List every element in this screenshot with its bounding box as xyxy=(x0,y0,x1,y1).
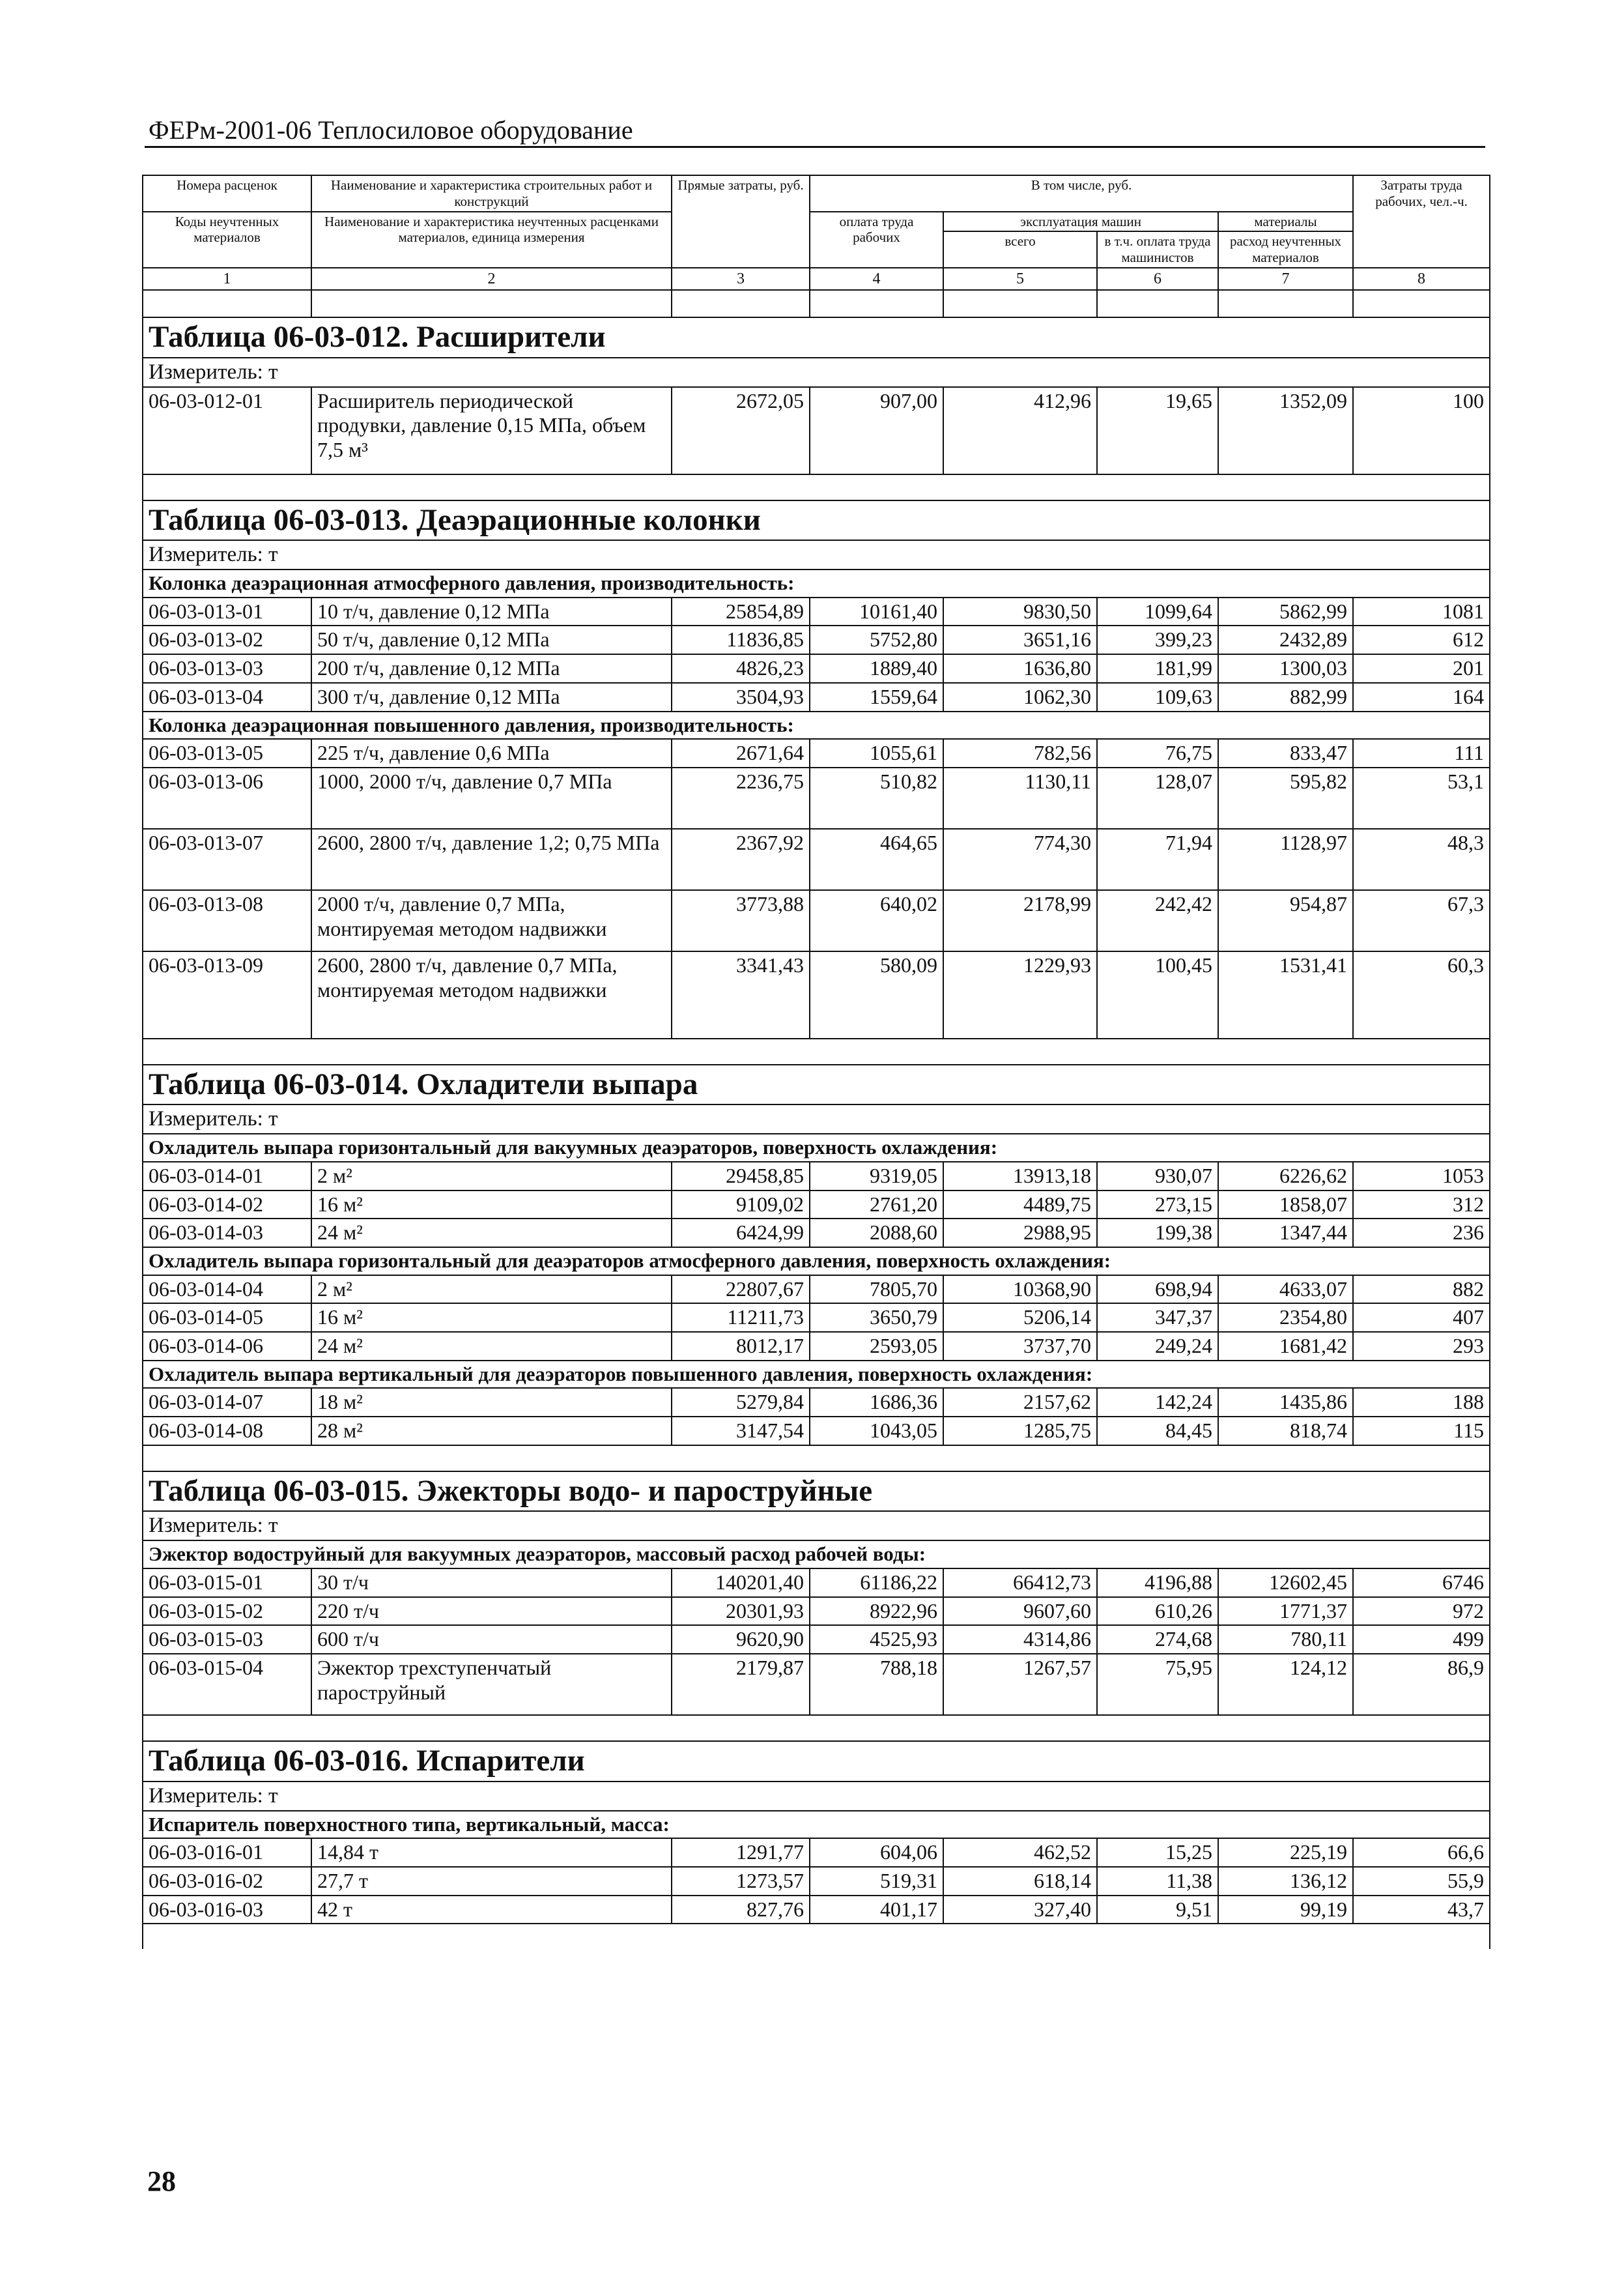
rate-name: 28 м² xyxy=(311,1417,672,1445)
spacer-cell xyxy=(143,474,1490,500)
rate-name: 16 м² xyxy=(311,1303,672,1332)
header-col1-top: Номера расценок xyxy=(143,175,311,212)
group-subtitle-row xyxy=(143,1361,1490,1389)
labor-hours: 882 xyxy=(1353,1275,1490,1304)
column-number: 2 xyxy=(311,268,672,290)
rate-name: 2600, 2800 т/ч, давление 0,7 МПа, монтируемая методом надвижки xyxy=(311,951,672,1039)
machinists-pay: 274,68 xyxy=(1097,1625,1218,1654)
table-row xyxy=(143,1417,1490,1445)
machinists-pay: 610,26 xyxy=(1097,1597,1218,1626)
table-row xyxy=(143,1654,1490,1715)
labor-hours: 43,7 xyxy=(1353,1896,1490,1924)
rate-name: 24 м² xyxy=(311,1219,672,1247)
machinists-pay: 181,99 xyxy=(1097,654,1218,683)
labor-hours: 312 xyxy=(1353,1191,1490,1219)
machinists-pay: 242,42 xyxy=(1097,890,1218,951)
labor-hours: 48,3 xyxy=(1353,829,1490,890)
rate-name: 18 м² xyxy=(311,1388,672,1417)
rate-name: 50 т/ч, давление 0,12 МПа xyxy=(311,626,672,654)
labor-hours: 100 xyxy=(1353,387,1490,474)
table-row xyxy=(143,739,1490,768)
direct-costs: 29458,85 xyxy=(672,1162,810,1191)
machines-total: 1636,80 xyxy=(943,654,1097,683)
machines-total: 9830,50 xyxy=(943,598,1097,626)
machines-total: 782,56 xyxy=(943,739,1097,768)
labor-pay: 1686,36 xyxy=(810,1388,943,1417)
rate-name: Эжектор трехступенчатый пароструйный xyxy=(311,1654,672,1715)
spacer-row xyxy=(143,1924,1490,1949)
table-row xyxy=(143,1867,1490,1896)
machinists-pay: 76,75 xyxy=(1097,739,1218,768)
group-subtitle: Охладитель выпара вертикальный для деаэраторов повышенного давления, поверхность охлаждения: xyxy=(143,1361,1490,1389)
table-row xyxy=(143,1303,1490,1332)
rate-code: 06-03-013-01 xyxy=(143,598,311,626)
machines-total: 618,14 xyxy=(943,1867,1097,1896)
column-number: 1 xyxy=(143,268,311,290)
column-number: 6 xyxy=(1097,268,1218,290)
materials-cost: 780,11 xyxy=(1218,1625,1353,1654)
rate-code: 06-03-013-03 xyxy=(143,654,311,683)
materials-cost: 124,12 xyxy=(1218,1654,1353,1715)
table-row xyxy=(143,1332,1490,1361)
group-subtitle-row xyxy=(143,1811,1490,1839)
labor-pay: 5752,80 xyxy=(810,626,943,654)
table-row xyxy=(143,1162,1490,1191)
rate-name: 1000, 2000 т/ч, давление 0,7 МПа xyxy=(311,768,672,829)
labor-pay: 2593,05 xyxy=(810,1332,943,1361)
rate-code: 06-03-013-06 xyxy=(143,768,311,829)
rate-name: 225 т/ч, давление 0,6 МПа xyxy=(311,739,672,768)
labor-hours: 86,9 xyxy=(1353,1654,1490,1715)
header-machines: эксплуатация машин xyxy=(943,212,1218,232)
labor-pay: 640,02 xyxy=(810,890,943,951)
measure-row xyxy=(143,1104,1490,1134)
header-materials: материалы xyxy=(1218,212,1353,232)
table-row xyxy=(143,1388,1490,1417)
group-subtitle: Испаритель поверхностного типа, вертикальный, масса: xyxy=(143,1811,1490,1839)
column-number: 7 xyxy=(1218,268,1353,290)
materials-cost: 595,82 xyxy=(1218,768,1353,829)
machines-total: 1229,93 xyxy=(943,951,1097,1039)
spacer-cell xyxy=(143,1445,1490,1471)
rate-code: 06-03-013-07 xyxy=(143,829,311,890)
machines-total: 774,30 xyxy=(943,829,1097,890)
machines-total: 2988,95 xyxy=(943,1219,1097,1247)
materials-cost: 136,12 xyxy=(1218,1867,1353,1896)
section-title: Таблица 06-03-012. Расширители xyxy=(143,317,1490,357)
column-number: 5 xyxy=(943,268,1097,290)
rate-name: 10 т/ч, давление 0,12 МПа xyxy=(311,598,672,626)
machinists-pay: 11,38 xyxy=(1097,1867,1218,1896)
labor-hours: 972 xyxy=(1353,1597,1490,1626)
table-row xyxy=(143,1219,1490,1247)
materials-cost: 882,99 xyxy=(1218,683,1353,712)
machines-total: 3737,70 xyxy=(943,1332,1097,1361)
labor-hours: 111 xyxy=(1353,739,1490,768)
rate-code: 06-03-014-08 xyxy=(143,1417,311,1445)
direct-costs: 5279,84 xyxy=(672,1388,810,1417)
labor-hours: 164 xyxy=(1353,683,1490,712)
rate-name: 2000 т/ч, давление 0,7 МПа, монтируемая методом надвижки xyxy=(311,890,672,951)
table-row xyxy=(143,654,1490,683)
direct-costs: 827,76 xyxy=(672,1896,810,1924)
header-machines-total: всего xyxy=(943,231,1097,268)
spacer-cell xyxy=(143,1924,1490,1949)
materials-cost: 954,87 xyxy=(1218,890,1353,951)
machines-total: 1062,30 xyxy=(943,683,1097,712)
measure-row xyxy=(143,1511,1490,1540)
machinists-pay: 1099,64 xyxy=(1097,598,1218,626)
machinists-pay: 84,45 xyxy=(1097,1417,1218,1445)
rate-name: 2600, 2800 т/ч, давление 1,2; 0,75 МПа xyxy=(311,829,672,890)
direct-costs: 20301,93 xyxy=(672,1597,810,1626)
direct-costs: 140201,40 xyxy=(672,1568,810,1597)
labor-pay: 788,18 xyxy=(810,1654,943,1715)
materials-cost: 2432,89 xyxy=(1218,626,1353,654)
machines-total: 412,96 xyxy=(943,387,1097,474)
section-title-row xyxy=(143,1741,1490,1781)
group-subtitle: Охладитель выпара горизонтальный для вакуумных деаэраторов, поверхность охлаждения: xyxy=(143,1134,1490,1162)
materials-cost: 6226,62 xyxy=(1218,1162,1353,1191)
rate-code: 06-03-013-09 xyxy=(143,951,311,1039)
materials-cost: 1300,03 xyxy=(1218,654,1353,683)
table-row xyxy=(143,768,1490,829)
table-row xyxy=(143,1191,1490,1219)
direct-costs: 3147,54 xyxy=(672,1417,810,1445)
rate-code: 06-03-015-01 xyxy=(143,1568,311,1597)
labor-pay: 1889,40 xyxy=(810,654,943,683)
machinists-pay: 273,15 xyxy=(1097,1191,1218,1219)
machines-total: 1285,75 xyxy=(943,1417,1097,1445)
materials-cost: 12602,45 xyxy=(1218,1568,1353,1597)
labor-hours: 53,1 xyxy=(1353,768,1490,829)
rate-name: 220 т/ч xyxy=(311,1597,672,1626)
labor-pay: 604,06 xyxy=(810,1838,943,1867)
direct-costs: 11836,85 xyxy=(672,626,810,654)
machines-total: 13913,18 xyxy=(943,1162,1097,1191)
labor-hours: 1053 xyxy=(1353,1162,1490,1191)
rate-code: 06-03-014-07 xyxy=(143,1388,311,1417)
header-machinists-pay: в т.ч. оплата труда машинистов xyxy=(1097,231,1218,268)
spacer-row xyxy=(143,474,1490,500)
rate-code: 06-03-015-04 xyxy=(143,1654,311,1715)
direct-costs: 6424,99 xyxy=(672,1219,810,1247)
header-col2-bottom: Наименование и характеристика неучтенных расценками материалов, единица измерения xyxy=(311,212,672,268)
rate-code: 06-03-016-03 xyxy=(143,1896,311,1924)
machinists-pay: 249,24 xyxy=(1097,1332,1218,1361)
section-title-row xyxy=(143,1471,1490,1511)
machines-total: 5206,14 xyxy=(943,1303,1097,1332)
group-subtitle: Охладитель выпара горизонтальный для деаэраторов атмосферного давления, поверхность охлаждения: xyxy=(143,1247,1490,1275)
machines-total: 4489,75 xyxy=(943,1191,1097,1219)
machines-total: 66412,73 xyxy=(943,1568,1097,1597)
machinists-pay: 128,07 xyxy=(1097,768,1218,829)
machinists-pay: 399,23 xyxy=(1097,626,1218,654)
rate-name: 16 м² xyxy=(311,1191,672,1219)
section-title: Таблица 06-03-015. Эжекторы водо- и пароструйные xyxy=(143,1471,1490,1511)
header-rule xyxy=(145,146,1485,148)
materials-cost: 1858,07 xyxy=(1218,1191,1353,1219)
blank-row xyxy=(143,290,1490,317)
section-title: Таблица 06-03-013. Деаэрационные колонки xyxy=(143,500,1490,540)
machinists-pay: 15,25 xyxy=(1097,1838,1218,1867)
rate-code: 06-03-014-06 xyxy=(143,1332,311,1361)
labor-hours: 188 xyxy=(1353,1388,1490,1417)
labor-pay: 1559,64 xyxy=(810,683,943,712)
direct-costs: 25854,89 xyxy=(672,598,810,626)
rate-code: 06-03-013-04 xyxy=(143,683,311,712)
rate-code: 06-03-015-02 xyxy=(143,1597,311,1626)
rate-name: 200 т/ч, давление 0,12 МПа xyxy=(311,654,672,683)
materials-cost: 833,47 xyxy=(1218,739,1353,768)
direct-costs: 4826,23 xyxy=(672,654,810,683)
rate-code: 06-03-014-04 xyxy=(143,1275,311,1304)
group-subtitle: Колонка деаэрационная атмосферного давления, производительность: xyxy=(143,570,1490,598)
rate-name: 600 т/ч xyxy=(311,1625,672,1654)
table-row xyxy=(143,598,1490,626)
machinists-pay: 100,45 xyxy=(1097,951,1218,1039)
rate-code: 06-03-014-02 xyxy=(143,1191,311,1219)
rate-code: 06-03-016-01 xyxy=(143,1838,311,1867)
rate-code: 06-03-016-02 xyxy=(143,1867,311,1896)
rate-name: 27,7 т xyxy=(311,1867,672,1896)
materials-cost: 1435,86 xyxy=(1218,1388,1353,1417)
labor-hours: 293 xyxy=(1353,1332,1490,1361)
direct-costs: 8012,17 xyxy=(672,1332,810,1361)
column-number: 4 xyxy=(810,268,943,290)
materials-cost: 1352,09 xyxy=(1218,387,1353,474)
machines-total: 2178,99 xyxy=(943,890,1097,951)
measure-row xyxy=(143,540,1490,570)
section-measure: Измеритель: т xyxy=(143,1511,1490,1540)
machinists-pay: 75,95 xyxy=(1097,1654,1218,1715)
header-col1-bottom: Коды неучтенных материалов xyxy=(143,212,311,268)
header-direct-costs: Прямые затраты, руб. xyxy=(672,175,810,268)
rate-name: 14,84 т xyxy=(311,1838,672,1867)
machines-total: 462,52 xyxy=(943,1838,1097,1867)
direct-costs: 22807,67 xyxy=(672,1275,810,1304)
rate-name: Расширитель периодической продувки, давление 0,15 МПа, объем 7,5 м³ xyxy=(311,387,672,474)
table-row xyxy=(143,1625,1490,1654)
labor-pay: 907,00 xyxy=(810,387,943,474)
machines-total: 2157,62 xyxy=(943,1388,1097,1417)
labor-pay: 519,31 xyxy=(810,1867,943,1896)
table-row xyxy=(143,890,1490,951)
rate-code: 06-03-013-08 xyxy=(143,890,311,951)
labor-pay: 2088,60 xyxy=(810,1219,943,1247)
group-subtitle: Колонка деаэрационная повышенного давления, производительность: xyxy=(143,712,1490,740)
labor-pay: 4525,93 xyxy=(810,1625,943,1654)
machines-total: 327,40 xyxy=(943,1896,1097,1924)
section-measure: Измеритель: т xyxy=(143,1104,1490,1134)
table-row xyxy=(143,951,1490,1039)
direct-costs: 2367,92 xyxy=(672,829,810,890)
labor-pay: 1055,61 xyxy=(810,739,943,768)
column-number: 3 xyxy=(672,268,810,290)
spacer-row xyxy=(143,1039,1490,1065)
direct-costs: 2236,75 xyxy=(672,768,810,829)
labor-hours: 55,9 xyxy=(1353,1867,1490,1896)
labor-hours: 67,3 xyxy=(1353,890,1490,951)
machinists-pay: 199,38 xyxy=(1097,1219,1218,1247)
header-labor-pay: оплата труда рабочих xyxy=(810,212,943,268)
table-row xyxy=(143,387,1490,474)
direct-costs: 9620,90 xyxy=(672,1625,810,1654)
materials-cost: 1128,97 xyxy=(1218,829,1353,890)
table-row xyxy=(143,1568,1490,1597)
labor-hours: 236 xyxy=(1353,1219,1490,1247)
group-subtitle-row xyxy=(143,1247,1490,1275)
labor-pay: 8922,96 xyxy=(810,1597,943,1626)
table-row xyxy=(143,1896,1490,1924)
direct-costs: 1291,77 xyxy=(672,1838,810,1867)
measure-row xyxy=(143,1782,1490,1811)
direct-costs: 2671,64 xyxy=(672,739,810,768)
labor-pay: 10161,40 xyxy=(810,598,943,626)
materials-cost: 1531,41 xyxy=(1218,951,1353,1039)
labor-hours: 60,3 xyxy=(1353,951,1490,1039)
labor-hours: 407 xyxy=(1353,1303,1490,1332)
labor-pay: 510,82 xyxy=(810,768,943,829)
machines-total: 4314,86 xyxy=(943,1625,1097,1654)
machinists-pay: 109,63 xyxy=(1097,683,1218,712)
group-subtitle-row xyxy=(143,712,1490,740)
labor-pay: 7805,70 xyxy=(810,1275,943,1304)
materials-cost: 2354,80 xyxy=(1218,1303,1353,1332)
machinists-pay: 71,94 xyxy=(1097,829,1218,890)
direct-costs: 2672,05 xyxy=(672,387,810,474)
spacer-cell xyxy=(143,1039,1490,1065)
direct-costs: 3773,88 xyxy=(672,890,810,951)
rate-name: 24 м² xyxy=(311,1332,672,1361)
labor-pay: 580,09 xyxy=(810,951,943,1039)
column-number: 8 xyxy=(1353,268,1490,290)
labor-hours: 1081 xyxy=(1353,598,1490,626)
direct-costs: 1273,57 xyxy=(672,1867,810,1896)
document-header: ФЕРм-2001-06 Теплосиловое оборудование xyxy=(149,115,633,145)
labor-hours: 201 xyxy=(1353,654,1490,683)
labor-hours: 612 xyxy=(1353,626,1490,654)
machinists-pay: 19,65 xyxy=(1097,387,1218,474)
section-title-row xyxy=(143,1065,1490,1104)
spacer-row xyxy=(143,1445,1490,1471)
labor-hours: 6746 xyxy=(1353,1568,1490,1597)
machines-total: 1130,11 xyxy=(943,768,1097,829)
spacer-row xyxy=(143,1715,1490,1741)
labor-pay: 1043,05 xyxy=(810,1417,943,1445)
rate-name: 42 т xyxy=(311,1896,672,1924)
machines-total: 10368,90 xyxy=(943,1275,1097,1304)
materials-cost: 818,74 xyxy=(1218,1417,1353,1445)
rate-code: 06-03-013-05 xyxy=(143,739,311,768)
rate-code: 06-03-014-03 xyxy=(143,1219,311,1247)
header-labor: Затраты труда рабочих, чел.-ч. xyxy=(1353,175,1490,268)
section-title: Таблица 06-03-016. Испарители xyxy=(143,1741,1490,1781)
labor-hours: 499 xyxy=(1353,1625,1490,1654)
group-subtitle-row xyxy=(143,1540,1490,1568)
direct-costs: 11211,73 xyxy=(672,1303,810,1332)
labor-hours: 66,6 xyxy=(1353,1838,1490,1867)
table-row xyxy=(143,626,1490,654)
measure-row xyxy=(143,358,1490,387)
materials-cost: 4633,07 xyxy=(1218,1275,1353,1304)
direct-costs: 9109,02 xyxy=(672,1191,810,1219)
section-title-row xyxy=(143,500,1490,540)
rate-name: 300 т/ч, давление 0,12 МПа xyxy=(311,683,672,712)
table-row xyxy=(143,683,1490,712)
section-title: Таблица 06-03-014. Охладители выпара xyxy=(143,1065,1490,1104)
header-materials-sub: расход неучтенных материалов xyxy=(1218,231,1353,268)
materials-cost: 225,19 xyxy=(1218,1838,1353,1867)
machinists-pay: 142,24 xyxy=(1097,1388,1218,1417)
spacer-cell xyxy=(143,1715,1490,1741)
labor-pay: 61186,22 xyxy=(810,1568,943,1597)
labor-pay: 401,17 xyxy=(810,1896,943,1924)
header-incl: В том числе, руб. xyxy=(810,175,1353,212)
rate-code: 06-03-012-01 xyxy=(143,387,311,474)
section-measure: Измеритель: т xyxy=(143,1782,1490,1811)
rate-name: 2 м² xyxy=(311,1275,672,1304)
labor-pay: 3650,79 xyxy=(810,1303,943,1332)
materials-cost: 1681,42 xyxy=(1218,1332,1353,1361)
labor-pay: 2761,20 xyxy=(810,1191,943,1219)
group-subtitle-row xyxy=(143,1134,1490,1162)
machinists-pay: 698,94 xyxy=(1097,1275,1218,1304)
machinists-pay: 9,51 xyxy=(1097,1896,1218,1924)
table-row xyxy=(143,829,1490,890)
materials-cost: 1347,44 xyxy=(1218,1219,1353,1247)
rate-code: 06-03-014-05 xyxy=(143,1303,311,1332)
section-measure: Измеритель: т xyxy=(143,358,1490,387)
machinists-pay: 930,07 xyxy=(1097,1162,1218,1191)
materials-cost: 99,19 xyxy=(1218,1896,1353,1924)
labor-pay: 464,65 xyxy=(810,829,943,890)
table-row xyxy=(143,1838,1490,1867)
rate-code: 06-03-015-03 xyxy=(143,1625,311,1654)
direct-costs: 2179,87 xyxy=(672,1654,810,1715)
section-measure: Измеритель: т xyxy=(143,540,1490,570)
rate-name: 2 м² xyxy=(311,1162,672,1191)
section-title-row xyxy=(143,317,1490,357)
machines-total: 1267,57 xyxy=(943,1654,1097,1715)
machines-total: 3651,16 xyxy=(943,626,1097,654)
labor-hours: 115 xyxy=(1353,1417,1490,1445)
materials-cost: 5862,99 xyxy=(1218,598,1353,626)
rate-name: 30 т/ч xyxy=(311,1568,672,1597)
table-row xyxy=(143,1275,1490,1304)
machinists-pay: 347,37 xyxy=(1097,1303,1218,1332)
machinists-pay: 4196,88 xyxy=(1097,1568,1218,1597)
table-row xyxy=(143,1597,1490,1626)
labor-pay: 9319,05 xyxy=(810,1162,943,1191)
rate-code: 06-03-014-01 xyxy=(143,1162,311,1191)
rate-code: 06-03-013-02 xyxy=(143,626,311,654)
machines-total: 9607,60 xyxy=(943,1597,1097,1626)
group-subtitle: Эжектор водоструйный для вакуумных деаэраторов, массовый расход рабочей воды: xyxy=(143,1540,1490,1568)
materials-cost: 1771,37 xyxy=(1218,1597,1353,1626)
direct-costs: 3504,93 xyxy=(672,683,810,712)
group-subtitle-row xyxy=(143,570,1490,598)
direct-costs: 3341,43 xyxy=(672,951,810,1039)
page-number: 28 xyxy=(147,2165,176,2197)
rates-table xyxy=(142,175,1490,1949)
header-col2-top: Наименование и характеристика строительных работ и конструкций xyxy=(311,175,672,212)
